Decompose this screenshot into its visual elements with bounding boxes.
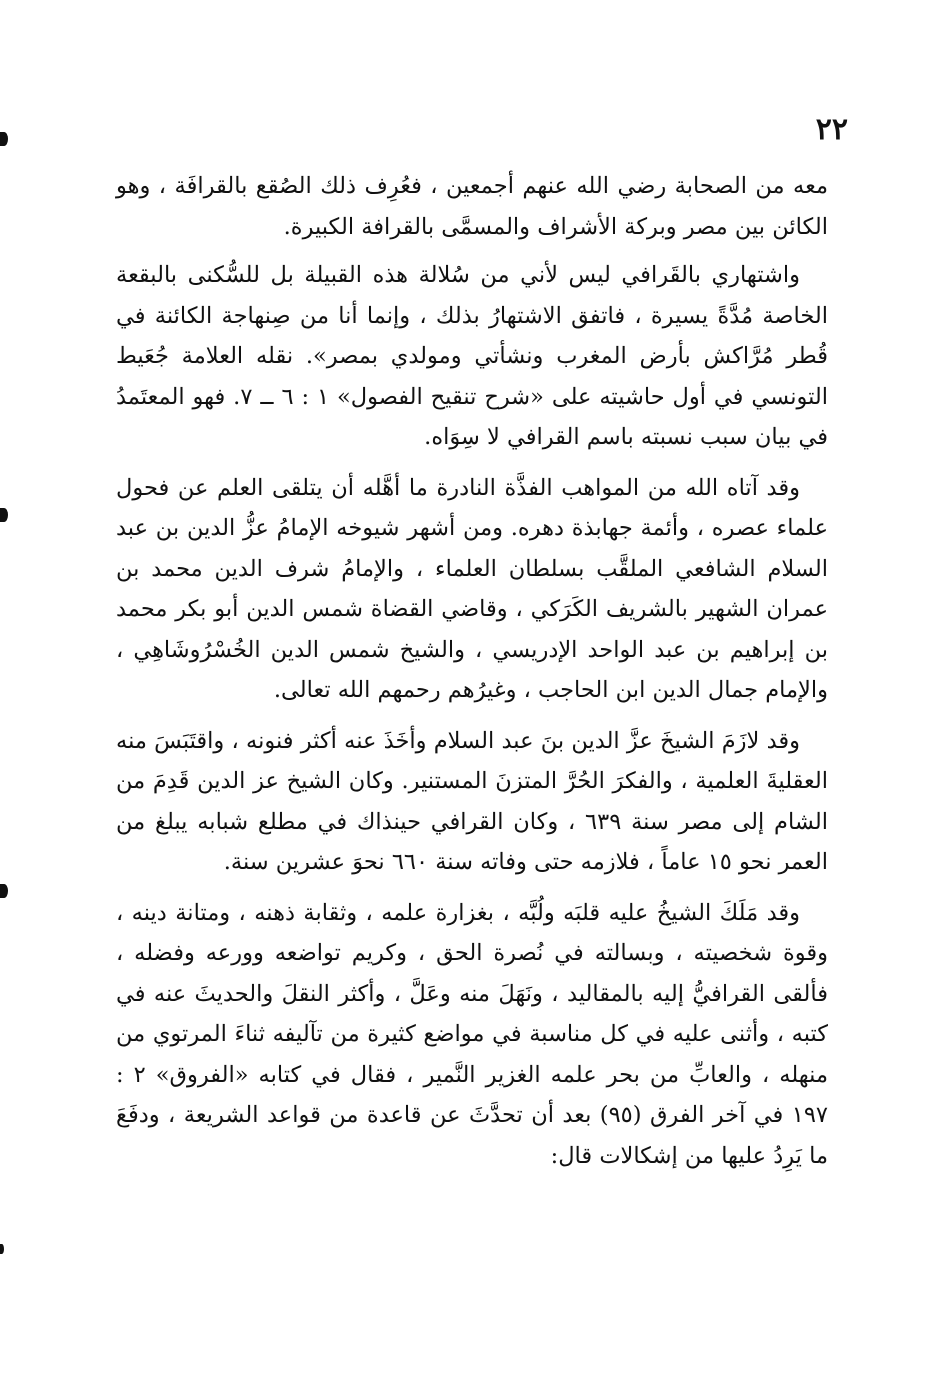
paragraph-4: وقد لازَمَ الشيخَ عزَّ الدين بنَ عبد السلام وأخَذَ عنه أكثر فنونه ، واقتَبَسَ منه العقليةَ العلمية ، والفكرَ الحُرَّ المتزنَ المستنير. وكان الشيخ عز الدين قَدِمَ من الشام إلى مصر سنة ٦٣٩ ، وكان القرافي حينذاك في مطلع شبابه يبلغ من العمر نحو ١٥ عاماً ، فلازمه حتى وفاته سنة ٦٦٠ نحوَ عشرين سنة. (116, 727, 828, 875)
scan-edge-mark (0, 884, 8, 898)
paragraph-3: وقد آتاه الله من المواهب الفذَّة النادرة ما أهَّله أن يتلقى العلم عن فحول علماء عصره ، وأئمة جهابذة دهره. ومن أشهر شيوخه الإمامُ عزُّ الدين بن عبد السلام الشافعي الملقَّب بسلطان العلماء ، والإمامُ شرف الدين محمد بن عمران الشهير بالشريف الكَرَكي ، وقاضي القضاة شمس الدين أبو بكر محمد بن إبراهيم بن عبد الواحد الإدريسي ، والشيخ شمس الدين الخُسْرُوشَاهِي ، والإمام جمال الدين ابن الحاجب ، وغيرُهم رحمهم الله تعالى. (116, 474, 828, 703)
scan-edge-mark (0, 132, 8, 146)
scan-edge-mark (0, 508, 8, 522)
paragraph-2: واشتهاري بالقَرافي ليس لأني من سُلالة هذه القبيلة بل للسُّكنى بالبقعة الخاصة مُدَّةً يسيرة ، فاتفق الاشتهارُ بذلك ، وإنما أنا من صِنهاجة الكائنة في قُطر مُرَّاكش بأرض المغرب ونشأتي ومولدي بمصر». نقله العلامة جُعَيط التونسي في أول حاشيته على «شرح تنقيح الفصول» ١ : ٦ ــ ٧. فهو المعتَمدُ في بيان سبب نسبته باسم القرافي لا سِوَاه. (116, 262, 828, 450)
page-number: ٢٢ (815, 112, 848, 147)
body-text (116, 166, 828, 1186)
scan-edge-mark (0, 1244, 4, 1254)
paragraph-1: معه من الصحابة رضي الله عنهم أجمعين ، فعُرِف ذلك الصُقع بالقرافَة ، وهو الكائن بين مصر وبركة الأشراف والمسمَّى بالقرافة الكبيرة. (116, 173, 828, 240)
paragraph-5: وقد مَلَكَ الشيخُ عليه قلبَه ولُبَّه ، بغزارة علمه ، وثقابة ذهنه ، ومتانة دينه ، وقوة شخصيته ، وبسالته في نُصرة الحق ، وكريم تواضعه وورعه وفضله ، فألقى القرافيُّ إليه بالمقاليد ، ونَهَلَ منه وعَلَّ ، وأكثر النقلَ والحديثَ عنه في كتبه ، وأثنى عليه في كل مناسبة في مواضع كثيرة من تآليفه ثناءَ المرتوي من منهله ، والعابِّ من بحر علمه الغزير النَّمير ، فقال في كتابه «الفروق» ٢ : ١٩٧ في آخر الفرق (٩٥) بعد أن تحدَّثَ عن قاعدة من قواعد الشريعة ، ودفَعَ ما يَرِدُ عليها من إشكالات قال: (116, 899, 829, 1169)
